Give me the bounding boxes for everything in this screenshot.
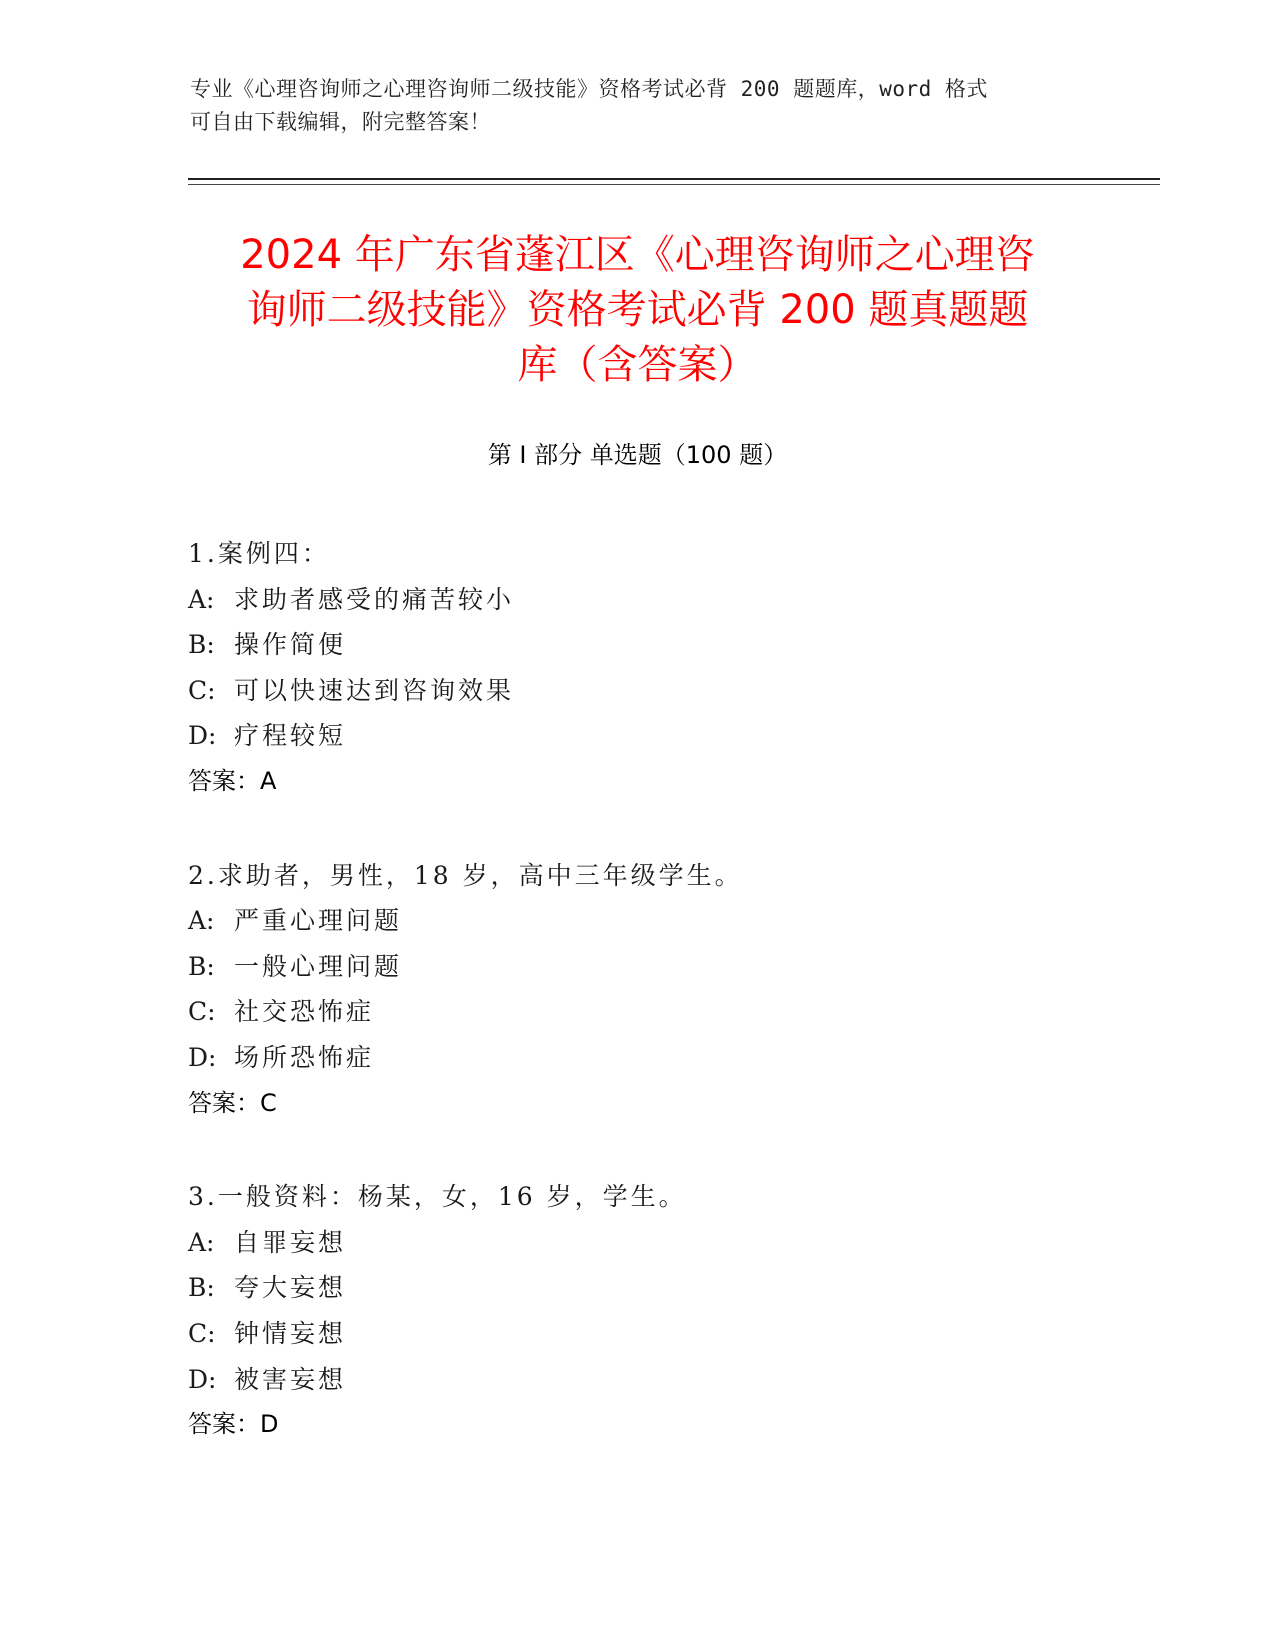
- option-c: [188, 1311, 1188, 1357]
- header-divider-thick: [188, 178, 1160, 180]
- title-line-1: 2024 年广东省蓬江区《心理咨询师之心理咨: [240, 232, 1035, 278]
- option-c: [188, 668, 1188, 714]
- option-label: B:: [188, 630, 215, 660]
- option-label: C:: [188, 997, 216, 1027]
- title-line-3: 库（含答案）: [517, 342, 758, 388]
- option-label: D:: [188, 721, 217, 751]
- option-text: 操作简便: [234, 630, 347, 660]
- option-label: A:: [188, 584, 215, 614]
- question-stem: 1.案例四：: [188, 539, 330, 568]
- document-title: [130, 228, 1145, 393]
- answer: 答案：A: [188, 766, 277, 795]
- option-text: 疗程较短: [234, 721, 347, 751]
- answer: 答案：C: [188, 1088, 277, 1117]
- option-text: 可以快速达到咨询效果: [234, 675, 515, 705]
- option-text: 被害妄想: [234, 1364, 347, 1394]
- question-2: [188, 853, 1188, 1127]
- option-text: 严重心理问题: [234, 906, 403, 936]
- option-text: 场所恐怖症: [234, 1042, 375, 1072]
- title-line-2: 询师二级技能》资格考试必背 200 题真题题: [246, 287, 1029, 333]
- question-1: [188, 531, 1188, 805]
- question-stem: 2.求助者，男性，18 岁，高中三年级学生。: [188, 860, 743, 890]
- option-label: A:: [188, 1227, 215, 1257]
- option-label: B:: [188, 1273, 215, 1303]
- header-note-line-2: 可自由下载编辑，附完整答案！: [190, 110, 491, 134]
- option-d: [188, 1035, 1188, 1081]
- option-label: D:: [188, 1042, 217, 1072]
- option-a: [188, 1220, 1188, 1266]
- option-text: 求助者感受的痛苦较小: [234, 584, 515, 614]
- option-a: [188, 577, 1188, 623]
- option-d: [188, 713, 1188, 759]
- option-label: C:: [188, 675, 216, 705]
- answer: 答案：D: [188, 1410, 279, 1439]
- option-a: [188, 898, 1188, 944]
- option-label: B:: [188, 951, 215, 981]
- option-c: [188, 989, 1188, 1035]
- header-note-line-1: 专业《心理咨询师之心理咨询师二级技能》资格考试必背 200 题题库，word 格式: [190, 77, 988, 101]
- option-b: [188, 944, 1188, 990]
- option-text: 自罪妄想: [234, 1227, 347, 1257]
- section-heading: 第 I 部分 单选题（100 题）: [487, 441, 788, 469]
- header-divider-thin: [188, 184, 1160, 185]
- option-label: C:: [188, 1318, 216, 1348]
- question-stem: 3.一般资料：杨某，女，16 岁，学生。: [188, 1182, 687, 1212]
- option-text: 一般心理问题: [234, 951, 403, 981]
- option-label: A:: [188, 906, 215, 936]
- option-text: 钟情妄想: [234, 1318, 347, 1348]
- option-text: 社交恐怖症: [234, 997, 375, 1027]
- header-note: [190, 73, 1090, 139]
- option-d: [188, 1357, 1188, 1403]
- option-b: [188, 622, 1188, 668]
- option-b: [188, 1265, 1188, 1311]
- option-label: D:: [188, 1364, 217, 1394]
- question-list: [188, 531, 1188, 1496]
- question-3: [188, 1174, 1188, 1448]
- option-text: 夸大妄想: [234, 1273, 347, 1303]
